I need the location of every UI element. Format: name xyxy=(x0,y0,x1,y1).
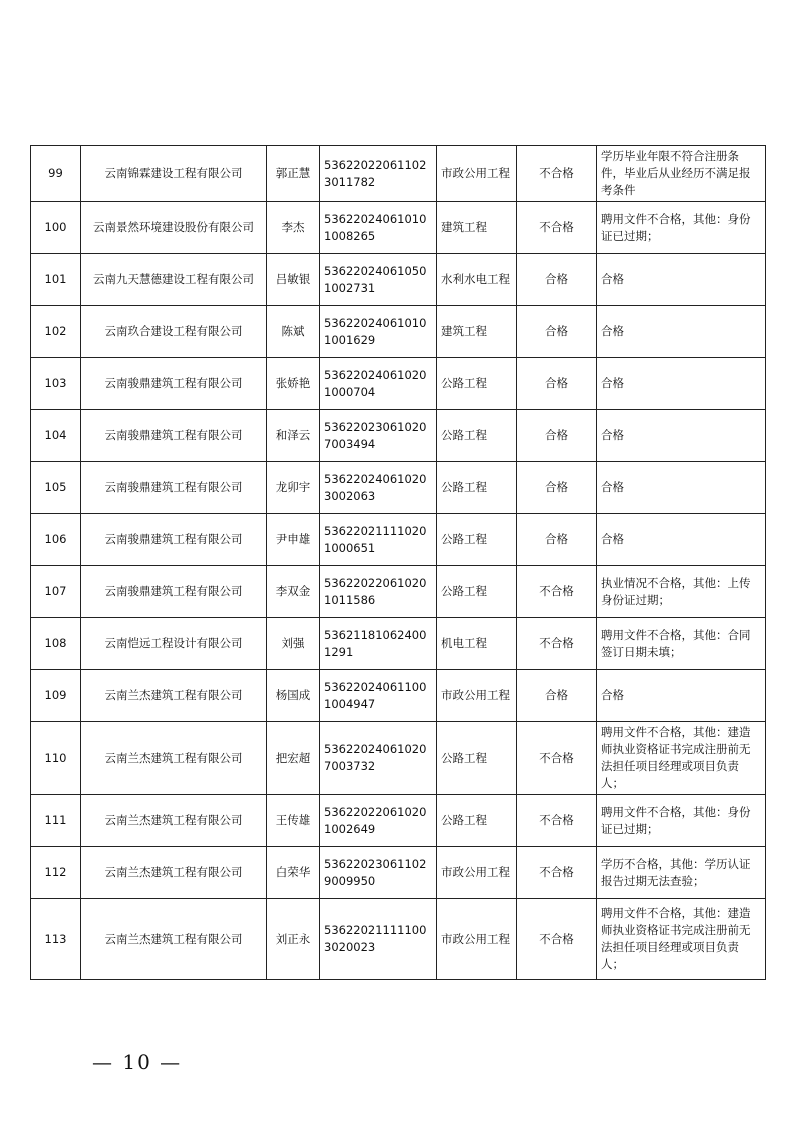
page-number: — 10 — xyxy=(92,1050,183,1074)
row-number-cell: 101 xyxy=(31,254,81,306)
specialty-cell: 机电工程 xyxy=(437,618,517,670)
registration-id-cell: 536220230611029009950 xyxy=(320,847,437,899)
row-number-cell: 108 xyxy=(31,618,81,670)
specialty-cell: 公路工程 xyxy=(437,514,517,566)
remark-cell: 合格 xyxy=(597,670,766,722)
remark-cell: 聘用文件不合格，其他：身份证已过期； xyxy=(597,202,766,254)
review-result-cell: 不合格 xyxy=(517,899,597,980)
remark-cell: 聘用文件不合格，其他：建造师执业资格证书完成注册前无法担任项目经理或项目负责人； xyxy=(597,899,766,980)
person-name-cell: 龙卯宇 xyxy=(267,462,320,514)
company-name-cell: 云南兰杰建筑工程有限公司 xyxy=(81,795,267,847)
registration-id-cell: 536220230610207003494 xyxy=(320,410,437,462)
person-name-cell: 把宏超 xyxy=(267,722,320,795)
remark-cell: 聘用文件不合格，其他：身份证已过期； xyxy=(597,795,766,847)
remark-cell: 聘用文件不合格，其他：合同签订日期未填； xyxy=(597,618,766,670)
review-result-cell: 不合格 xyxy=(517,202,597,254)
company-name-cell: 云南兰杰建筑工程有限公司 xyxy=(81,722,267,795)
registration-id-cell: 536220240610207003732 xyxy=(320,722,437,795)
specialty-cell: 公路工程 xyxy=(437,410,517,462)
registration-id-cell: 536220220610201011586 xyxy=(320,566,437,618)
specialty-cell: 建筑工程 xyxy=(437,306,517,358)
company-name-cell: 云南骏鼎建筑工程有限公司 xyxy=(81,358,267,410)
specialty-cell: 建筑工程 xyxy=(437,202,517,254)
remark-cell: 合格 xyxy=(597,306,766,358)
table-row xyxy=(31,306,766,358)
remark-cell: 合格 xyxy=(597,462,766,514)
row-number-cell: 109 xyxy=(31,670,81,722)
person-name-cell: 刘正永 xyxy=(267,899,320,980)
registration-id-cell: 536220220610201002649 xyxy=(320,795,437,847)
review-result-cell: 合格 xyxy=(517,410,597,462)
registration-id-cell: 536220211110201000651 xyxy=(320,514,437,566)
company-name-cell: 云南兰杰建筑工程有限公司 xyxy=(81,899,267,980)
table-row xyxy=(31,722,766,795)
table-row xyxy=(31,202,766,254)
registration-id-cell: 536220240610101001629 xyxy=(320,306,437,358)
remark-cell: 合格 xyxy=(597,410,766,462)
remark-cell: 学历不合格，其他：学历认证报告过期无法查验； xyxy=(597,847,766,899)
row-number-cell: 104 xyxy=(31,410,81,462)
row-number-cell: 103 xyxy=(31,358,81,410)
row-number-cell: 99 xyxy=(31,146,81,202)
person-name-cell: 白荣华 xyxy=(267,847,320,899)
review-result-cell: 合格 xyxy=(517,306,597,358)
table-row xyxy=(31,146,766,202)
specialty-cell: 市政公用工程 xyxy=(437,899,517,980)
table-row xyxy=(31,462,766,514)
table-row xyxy=(31,670,766,722)
table-row xyxy=(31,514,766,566)
registration-id-cell: 536220240610101008265 xyxy=(320,202,437,254)
row-number-cell: 111 xyxy=(31,795,81,847)
review-result-cell: 不合格 xyxy=(517,847,597,899)
person-name-cell: 和泽云 xyxy=(267,410,320,462)
remark-cell: 合格 xyxy=(597,254,766,306)
review-result-cell: 合格 xyxy=(517,462,597,514)
review-result-cell: 合格 xyxy=(517,514,597,566)
table-row xyxy=(31,358,766,410)
row-number-cell: 102 xyxy=(31,306,81,358)
row-number-cell: 112 xyxy=(31,847,81,899)
registration-id-cell: 536220240611001004947 xyxy=(320,670,437,722)
company-name-cell: 云南恺远工程设计有限公司 xyxy=(81,618,267,670)
person-name-cell: 吕敏银 xyxy=(267,254,320,306)
registration-id-cell: 536220240610203002063 xyxy=(320,462,437,514)
table-row xyxy=(31,410,766,462)
review-result-cell: 不合格 xyxy=(517,795,597,847)
table-row xyxy=(31,618,766,670)
person-name-cell: 陈斌 xyxy=(267,306,320,358)
table-row xyxy=(31,847,766,899)
row-number-cell: 113 xyxy=(31,899,81,980)
review-result-cell: 合格 xyxy=(517,358,597,410)
person-name-cell: 李双金 xyxy=(267,566,320,618)
remark-cell: 合格 xyxy=(597,514,766,566)
company-name-cell: 云南骏鼎建筑工程有限公司 xyxy=(81,462,267,514)
person-name-cell: 刘强 xyxy=(267,618,320,670)
table-row xyxy=(31,899,766,980)
row-number-cell: 107 xyxy=(31,566,81,618)
person-name-cell: 尹申雄 xyxy=(267,514,320,566)
row-number-cell: 100 xyxy=(31,202,81,254)
remark-cell: 学历毕业年限不符合注册条件，毕业后从业经历不满足报考条件 xyxy=(597,146,766,202)
specialty-cell: 市政公用工程 xyxy=(437,146,517,202)
person-name-cell: 李杰 xyxy=(267,202,320,254)
review-result-cell: 不合格 xyxy=(517,618,597,670)
specialty-cell: 公路工程 xyxy=(437,462,517,514)
table-row xyxy=(31,795,766,847)
review-result-cell: 不合格 xyxy=(517,566,597,618)
company-name-cell: 云南九天慧德建设工程有限公司 xyxy=(81,254,267,306)
specialty-cell: 公路工程 xyxy=(437,358,517,410)
review-result-cell: 不合格 xyxy=(517,722,597,795)
specialty-cell: 水利水电工程 xyxy=(437,254,517,306)
row-number-cell: 110 xyxy=(31,722,81,795)
registration-id-cell: 536220211111003020023 xyxy=(320,899,437,980)
remark-cell: 执业情况不合格，其他：上传身份证过期； xyxy=(597,566,766,618)
table-row xyxy=(31,254,766,306)
person-name-cell: 杨国成 xyxy=(267,670,320,722)
company-name-cell: 云南锦霖建设工程有限公司 xyxy=(81,146,267,202)
registration-id-cell: 536220240610501002731 xyxy=(320,254,437,306)
registration-id-cell: 536211810624001291 xyxy=(320,618,437,670)
remark-cell: 聘用文件不合格，其他：建造师执业资格证书完成注册前无法担任项目经理或项目负责人； xyxy=(597,722,766,795)
person-name-cell: 王传雄 xyxy=(267,795,320,847)
company-name-cell: 云南兰杰建筑工程有限公司 xyxy=(81,847,267,899)
person-name-cell: 郭正慧 xyxy=(267,146,320,202)
company-name-cell: 云南骏鼎建筑工程有限公司 xyxy=(81,410,267,462)
results-table-body xyxy=(31,146,766,980)
row-number-cell: 106 xyxy=(31,514,81,566)
review-result-cell: 合格 xyxy=(517,254,597,306)
registration-id-cell: 536220240610201000704 xyxy=(320,358,437,410)
company-name-cell: 云南骏鼎建筑工程有限公司 xyxy=(81,566,267,618)
specialty-cell: 市政公用工程 xyxy=(437,847,517,899)
row-number-cell: 105 xyxy=(31,462,81,514)
person-name-cell: 张娇艳 xyxy=(267,358,320,410)
review-result-cell: 不合格 xyxy=(517,146,597,202)
specialty-cell: 公路工程 xyxy=(437,722,517,795)
company-name-cell: 云南骏鼎建筑工程有限公司 xyxy=(81,514,267,566)
review-result-cell: 合格 xyxy=(517,670,597,722)
specialty-cell: 公路工程 xyxy=(437,566,517,618)
specialty-cell: 公路工程 xyxy=(437,795,517,847)
company-name-cell: 云南玖合建设工程有限公司 xyxy=(81,306,267,358)
results-table xyxy=(30,145,766,980)
specialty-cell: 市政公用工程 xyxy=(437,670,517,722)
registration-id-cell: 536220220611023011782 xyxy=(320,146,437,202)
table-row xyxy=(31,566,766,618)
company-name-cell: 云南兰杰建筑工程有限公司 xyxy=(81,670,267,722)
company-name-cell: 云南景然环境建设股份有限公司 xyxy=(81,202,267,254)
remark-cell: 合格 xyxy=(597,358,766,410)
